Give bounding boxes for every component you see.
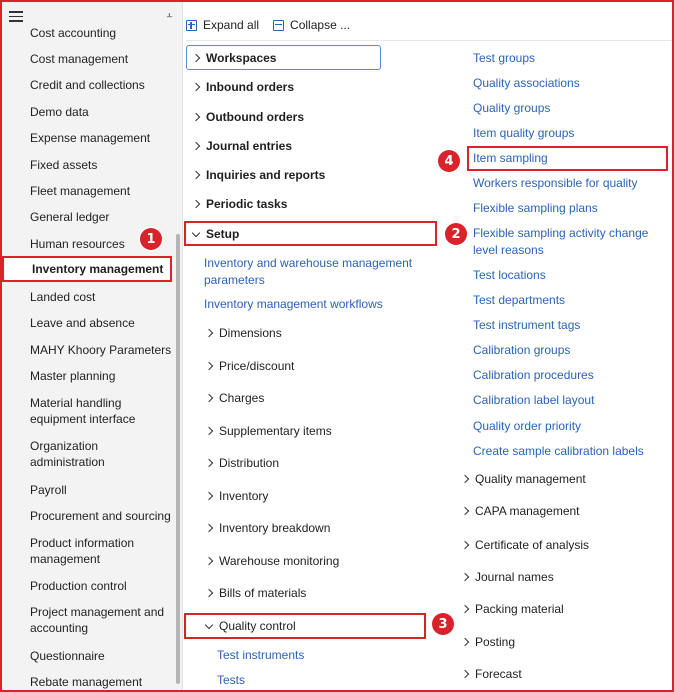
- link-item-quality-groups[interactable]: Item quality groups: [473, 126, 575, 140]
- group-forecast[interactable]: Forecast: [462, 666, 522, 682]
- link-create-sample-calibration-labels[interactable]: Create sample calibration labels: [473, 444, 644, 458]
- step-badge-4: 4: [438, 150, 460, 172]
- step-badge-1: 1: [140, 228, 162, 250]
- link-test-departments[interactable]: Test departments: [473, 293, 566, 307]
- chevron-right-icon: [461, 573, 469, 581]
- chevron-right-icon: [205, 524, 213, 532]
- chevron-right-icon: [461, 638, 469, 646]
- chevron-right-icon: [192, 113, 200, 121]
- link-quality-order-priority[interactable]: Quality order priority: [473, 419, 582, 433]
- chevron-right-icon: [461, 475, 469, 483]
- toolbar: [186, 12, 358, 38]
- group-periodic-tasks[interactable]: Periodic tasks: [193, 196, 287, 212]
- link-inventory-warehouse-parameters[interactable]: Inventory and warehouse management parameters: [204, 256, 413, 287]
- chevron-right-icon: [205, 557, 213, 565]
- group-posting[interactable]: Posting: [462, 634, 515, 650]
- expand-all-label: Expand all: [203, 18, 260, 32]
- group-setup[interactable]: Setup: [193, 226, 239, 242]
- chevron-right-icon: [205, 589, 213, 597]
- collapse-icon: [273, 20, 284, 31]
- group-capa-management[interactable]: CAPA management: [462, 503, 580, 519]
- link-calibration-label-layout[interactable]: Calibration label layout: [473, 393, 595, 407]
- chevron-right-icon: [192, 54, 200, 62]
- group-inquiries-reports[interactable]: Inquiries and reports: [193, 167, 325, 183]
- nav-item[interactable]: Production control: [30, 579, 127, 593]
- expand-icon: [186, 20, 197, 31]
- group-quality-management[interactable]: Quality management: [462, 471, 586, 487]
- step-badge-3: 3: [432, 613, 454, 635]
- link-test-instrument-tags[interactable]: Test instrument tags: [473, 318, 581, 332]
- nav-item[interactable]: Organization administration: [30, 439, 105, 469]
- link-test-instruments[interactable]: Test instruments: [217, 648, 305, 662]
- link-flexible-sampling-plans[interactable]: Flexible sampling plans: [473, 201, 598, 215]
- group-workspaces[interactable]: Workspaces: [193, 50, 276, 66]
- link-calibration-procedures[interactable]: Calibration procedures: [473, 368, 594, 382]
- link-tests[interactable]: Tests: [217, 673, 246, 687]
- chevron-right-icon: [205, 329, 213, 337]
- group-inventory-breakdown[interactable]: Inventory breakdown: [206, 520, 330, 536]
- nav-item[interactable]: Product information management: [30, 536, 135, 566]
- group-charges[interactable]: Charges: [206, 390, 264, 406]
- step-badge-2: 2: [445, 223, 467, 245]
- nav-item[interactable]: Landed cost: [30, 290, 96, 304]
- chevron-right-icon: [461, 541, 469, 549]
- group-price-discount[interactable]: Price/discount: [206, 358, 294, 374]
- link-test-groups[interactable]: Test groups: [473, 51, 536, 65]
- link-inventory-workflows[interactable]: Inventory management workflows: [204, 297, 383, 311]
- group-bills-of-materials[interactable]: Bills of materials: [206, 585, 306, 601]
- highlight-item-sampling: [467, 146, 668, 171]
- link-quality-associations[interactable]: Quality associations: [473, 76, 580, 90]
- group-warehouse-monitoring[interactable]: Warehouse monitoring: [206, 553, 339, 569]
- chevron-right-icon: [205, 492, 213, 500]
- nav-item-inventory-management[interactable]: Inventory management: [2, 256, 172, 282]
- nav-item[interactable]: Credit and collections: [30, 78, 145, 92]
- nav-item[interactable]: Cost accounting: [30, 26, 117, 40]
- link-workers-responsible[interactable]: Workers responsible for quality: [473, 176, 638, 190]
- group-certificate-of-analysis[interactable]: Certificate of analysis: [462, 537, 589, 553]
- nav-item[interactable]: Expense management: [30, 131, 151, 145]
- link-flexible-sampling-reasons[interactable]: Flexible sampling activity change level reasons: [473, 226, 649, 257]
- nav-item[interactable]: Demo data: [30, 105, 89, 119]
- group-inventory[interactable]: Inventory: [206, 488, 268, 504]
- chevron-right-icon: [192, 171, 200, 179]
- nav-item[interactable]: Fixed assets: [30, 158, 98, 172]
- highlight-setup: [184, 221, 437, 246]
- group-dimensions[interactable]: Dimensions: [206, 325, 282, 341]
- chevron-right-icon: [192, 83, 200, 91]
- nav-scrollbar[interactable]: [176, 234, 180, 684]
- chevron-right-icon: [205, 362, 213, 370]
- hamburger-icon[interactable]: [9, 11, 23, 21]
- link-test-locations[interactable]: Test locations: [473, 268, 546, 282]
- chevron-right-icon: [205, 427, 213, 435]
- nav-item[interactable]: Project management and accounting: [30, 605, 165, 635]
- group-inbound-orders[interactable]: Inbound orders: [193, 79, 294, 95]
- chevron-right-icon: [192, 142, 200, 150]
- collapse-all-button[interactable]: [273, 18, 350, 32]
- collapse-label: Collapse ...: [290, 18, 351, 32]
- link-calibration-groups[interactable]: Calibration groups: [473, 343, 571, 357]
- group-distribution[interactable]: Distribution: [206, 455, 279, 471]
- nav-item[interactable]: Human resources: [30, 237, 125, 251]
- nav-item[interactable]: Master planning: [30, 369, 116, 383]
- nav-item[interactable]: Questionnaire: [30, 649, 105, 663]
- nav-item[interactable]: General ledger: [30, 210, 110, 224]
- nav-item[interactable]: Leave and absence: [30, 316, 135, 330]
- group-journal-names[interactable]: Journal names: [462, 569, 554, 585]
- nav-item[interactable]: Payroll: [30, 483, 67, 497]
- nav-item[interactable]: MAHY Khoory Parameters: [30, 343, 172, 357]
- chevron-right-icon: [461, 670, 469, 678]
- chevron-right-icon: [205, 459, 213, 467]
- highlight-quality-control: [184, 613, 426, 639]
- group-supplementary-items[interactable]: Supplementary items: [206, 423, 332, 439]
- group-quality-control[interactable]: Quality control: [206, 618, 296, 634]
- group-outbound-orders[interactable]: Outbound orders: [193, 109, 304, 125]
- chevron-right-icon: [192, 200, 200, 208]
- link-quality-groups[interactable]: Quality groups: [473, 101, 551, 115]
- nav-item[interactable]: Material handling equipment interface: [30, 396, 136, 426]
- nav-item[interactable]: Cost management: [30, 52, 129, 66]
- link-item-sampling[interactable]: Item sampling: [473, 151, 548, 165]
- expand-all-button[interactable]: [186, 18, 259, 32]
- nav-item[interactable]: Procurement and sourcing: [30, 509, 171, 523]
- group-packing-material[interactable]: Packing material: [462, 601, 564, 617]
- chevron-right-icon: [461, 507, 469, 515]
- nav-item[interactable]: Rebate management: [30, 675, 143, 689]
- nav-item[interactable]: Fleet management: [30, 184, 131, 198]
- group-journal-entries[interactable]: Journal entries: [193, 138, 292, 154]
- chevron-right-icon: [205, 394, 213, 402]
- pin-icon[interactable]: ⫠: [166, 8, 173, 20]
- toolbar-divider: [186, 40, 672, 41]
- chevron-right-icon: [461, 605, 469, 613]
